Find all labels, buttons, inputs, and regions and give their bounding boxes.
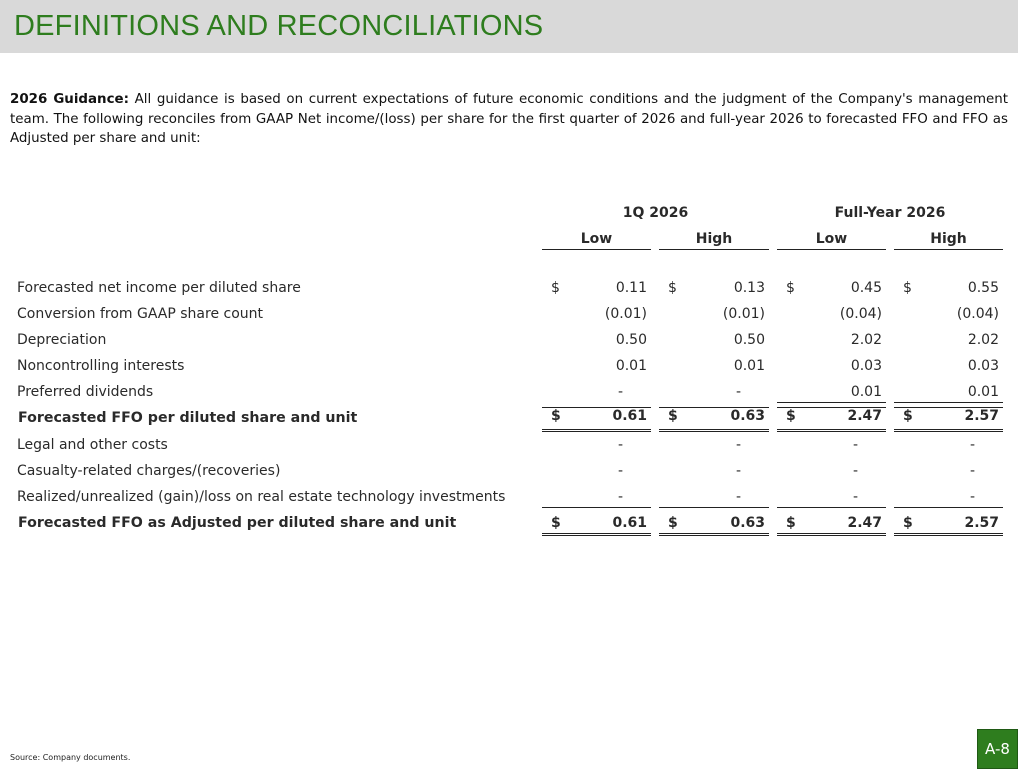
- cell-value: -: [969, 489, 975, 505]
- table-row: [0, 432, 1018, 458]
- cell-value: (0.01): [604, 306, 647, 322]
- table-cell: [777, 306, 886, 324]
- dollar-sign: $: [786, 280, 795, 296]
- table-cell: [659, 515, 769, 536]
- table-cell: [894, 306, 1003, 324]
- cell-value: 0.01: [733, 358, 765, 374]
- table-cell: [659, 489, 769, 508]
- cell-value: 0.13: [733, 280, 765, 296]
- dollar-sign: $: [786, 515, 796, 531]
- intro-paragraph: [10, 90, 1008, 149]
- cell-value: 0.03: [967, 358, 999, 374]
- row-label-casualty-related-charges-recoveries: Casualty-related charges/(recoveries): [17, 463, 281, 479]
- cell-value: 2.57: [964, 515, 999, 531]
- column-header-1q-low: Low: [542, 231, 651, 250]
- cell-value: (0.04): [956, 306, 999, 322]
- dollar-sign: $: [786, 408, 796, 424]
- table-cell: [542, 384, 651, 402]
- row-label-forecasted-net-income-per-diluted-share: Forecasted net income per diluted share: [17, 280, 301, 296]
- dollar-sign: $: [668, 515, 678, 531]
- cell-value: (0.04): [839, 306, 882, 322]
- cell-value: (0.01): [722, 306, 765, 322]
- row-label-legal-and-other-costs: Legal and other costs: [17, 437, 168, 453]
- table-row: [0, 458, 1018, 484]
- table-cell: [777, 437, 886, 455]
- row-label-realized-unrealized-gain-loss-on-real-estate-technology-investments: Realized/unrealized (gain)/loss on real estate technology investments: [17, 489, 506, 505]
- cell-value: 2.02: [967, 332, 999, 348]
- table-cell: [659, 306, 769, 324]
- table-cell: [542, 306, 651, 324]
- cell-value: 0.61: [612, 408, 647, 424]
- table-cell: [777, 280, 886, 298]
- table-row: [0, 301, 1018, 327]
- group-header-full-year-2026: Full-Year 2026: [834, 205, 946, 221]
- cell-value: -: [617, 437, 623, 453]
- row-label-conversion-from-gaap-share-count: Conversion from GAAP share count: [17, 306, 264, 322]
- cell-value: 0.11: [615, 280, 647, 296]
- table-cell: [894, 437, 1003, 455]
- cell-value: 0.03: [850, 358, 882, 374]
- dollar-sign: $: [903, 280, 912, 296]
- cell-value: 0.45: [850, 280, 882, 296]
- cell-value: 0.01: [850, 384, 882, 400]
- table-cell: [777, 489, 886, 508]
- cell-value: -: [852, 489, 858, 505]
- cell-value: -: [969, 463, 975, 479]
- page-number-badge: A-8: [977, 729, 1018, 769]
- cell-value: 2.02: [850, 332, 882, 348]
- table-row: [0, 484, 1018, 510]
- table-cell: [542, 358, 651, 376]
- table-cell: [542, 515, 651, 536]
- table-cell: [542, 489, 651, 508]
- cell-value: 2.47: [847, 515, 882, 531]
- table-cell: [894, 489, 1003, 508]
- table-cell: [777, 515, 886, 536]
- page-title: DEFINITIONS AND RECONCILIATIONS: [14, 10, 544, 42]
- cell-value: -: [735, 463, 741, 479]
- cell-value: -: [969, 437, 975, 453]
- row-label-forecasted-ffo-as-adjusted-per-diluted-share-and-unit: Forecasted FFO as Adjusted per diluted share and unit: [18, 515, 457, 531]
- column-header-fy-low: Low: [777, 231, 886, 250]
- table-row: [0, 327, 1018, 353]
- table-cell: [777, 407, 886, 432]
- row-label-preferred-dividends: Preferred dividends: [17, 384, 154, 400]
- table-cell: [542, 280, 651, 298]
- intro-body: All guidance is based on current expectations of future economic conditions and the judgment of the Company's management team. The following reconciles from GAAP Net income/(loss) per share for the first quarter of 2026 and full-year 2026 to forecasted FFO and FFO as Adjusted per share and unit:: [10, 92, 1008, 146]
- row-label-forecasted-ffo-per-diluted-share-and-unit: Forecasted FFO per diluted share and unit: [18, 410, 358, 426]
- table-cell: [777, 358, 886, 376]
- table-cell: [894, 384, 1003, 403]
- table-cell: [659, 358, 769, 376]
- row-label-noncontrolling-interests: Noncontrolling interests: [17, 358, 185, 374]
- cell-value: 2.57: [964, 408, 999, 424]
- table-row: [0, 275, 1018, 301]
- dollar-sign: $: [668, 280, 677, 296]
- column-header-1q-high: High: [659, 231, 769, 250]
- group-header-1q-2026: 1Q 2026: [622, 205, 689, 221]
- dollar-sign: $: [668, 408, 678, 424]
- dollar-sign: $: [551, 408, 561, 424]
- table-cell: [894, 332, 1003, 350]
- table-cell: [894, 515, 1003, 536]
- cell-value: -: [735, 489, 741, 505]
- dollar-sign: $: [903, 408, 913, 424]
- cell-value: 0.50: [733, 332, 765, 348]
- cell-value: 0.63: [730, 408, 765, 424]
- table-cell: [542, 437, 651, 455]
- cell-value: -: [617, 489, 623, 505]
- table-cell: [659, 407, 769, 432]
- table-cell: [894, 407, 1003, 432]
- cell-value: 0.50: [615, 332, 647, 348]
- dollar-sign: $: [551, 280, 560, 296]
- cell-value: -: [617, 384, 623, 400]
- cell-value: 0.63: [730, 515, 765, 531]
- table-cell: [777, 463, 886, 481]
- table-cell: [659, 463, 769, 481]
- table-row: [0, 405, 1018, 431]
- table-cell: [659, 437, 769, 455]
- table-row: [0, 353, 1018, 379]
- table-cell: [894, 358, 1003, 376]
- table-cell: [542, 332, 651, 350]
- table-cell: [777, 384, 886, 403]
- cell-value: 0.55: [967, 280, 999, 296]
- dollar-sign: $: [903, 515, 913, 531]
- column-header-fy-high: High: [894, 231, 1003, 250]
- table-cell: [659, 384, 769, 402]
- table-cell: [777, 332, 886, 350]
- header-bar: [0, 0, 1018, 53]
- table-cell: [542, 463, 651, 481]
- cell-value: -: [852, 437, 858, 453]
- table-cell: [894, 280, 1003, 298]
- table-cell: [659, 280, 769, 298]
- table-cell: [542, 407, 651, 432]
- cell-value: -: [852, 463, 858, 479]
- source-note: Source: Company documents.: [10, 753, 131, 762]
- dollar-sign: $: [551, 515, 561, 531]
- cell-value: -: [735, 437, 741, 453]
- cell-value: -: [617, 463, 623, 479]
- table-cell: [894, 463, 1003, 481]
- cell-value: 0.61: [612, 515, 647, 531]
- cell-value: 0.01: [615, 358, 647, 374]
- intro-lead: 2026 Guidance:: [10, 92, 129, 107]
- cell-value: 2.47: [847, 408, 882, 424]
- table-row: [0, 379, 1018, 405]
- row-label-depreciation: Depreciation: [17, 332, 107, 348]
- cell-value: -: [735, 384, 741, 400]
- table-cell: [659, 332, 769, 350]
- table-row: [0, 510, 1018, 536]
- cell-value: 0.01: [967, 384, 999, 400]
